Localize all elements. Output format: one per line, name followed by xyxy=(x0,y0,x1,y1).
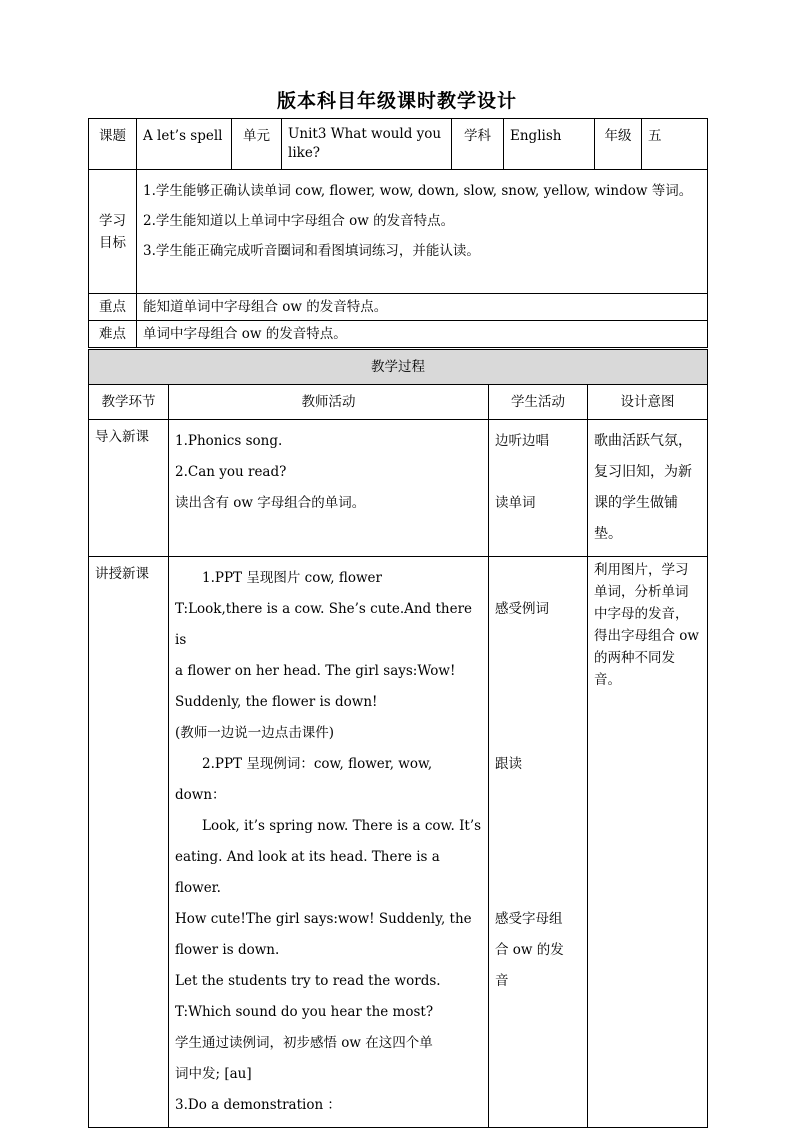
goal-item: 1.学生能够正确认读单词 cow, flower, wow, down, slow, snow, yellow, window 等词。 xyxy=(143,183,693,199)
table-row xyxy=(89,557,708,1128)
stage-cell: 讲授新课 xyxy=(89,557,169,1128)
course-value: English xyxy=(504,119,595,170)
difficulty-value: 单词中字母组合 ow 的发音特点。 xyxy=(137,321,708,348)
goals-content xyxy=(137,170,708,294)
goal-item: 2.学生能知道以上单词中字母组合 ow 的发音特点。 xyxy=(143,213,455,229)
purpose-cell: 利用图片，学习单词，分析单词中字母的发音，得出字母组合 ow 的两种不同发音。 xyxy=(588,557,708,1128)
process-table xyxy=(88,349,708,1128)
unit-label: 单元 xyxy=(232,119,282,170)
subject-label: 课题 xyxy=(89,119,137,170)
column-header: 教学环节 xyxy=(89,385,169,420)
column-header: 学生活动 xyxy=(489,385,588,420)
student-activity-cell: 边听边唱 读单词 xyxy=(489,420,588,557)
grade-label: 年级 xyxy=(595,119,642,170)
goals-label: 学习 目标 xyxy=(89,170,137,294)
course-label: 学科 xyxy=(452,119,504,170)
student-activity-cell: 感受例词 跟读 感受字母组 合 ow 的发 音 xyxy=(489,557,588,1128)
column-header: 设计意图 xyxy=(588,385,708,420)
stage-cell: 导入新课 xyxy=(89,420,169,557)
goal-item: 3.学生能正确完成听音圈词和看图填词练习，并能认读。 xyxy=(143,243,480,259)
purpose-cell: 歌曲活跃气氛，复习旧知，为新课的学生做铺垫。 xyxy=(588,420,708,557)
process-heading: 教学过程 xyxy=(89,350,708,385)
key-point-value: 能知道单词中字母组合 ow 的发音特点。 xyxy=(137,294,708,321)
key-point-label: 重点 xyxy=(89,294,137,321)
unit-value: Unit3 What would you like? xyxy=(282,119,452,170)
teacher-activity-cell: 1.PPT 呈现图片 cow, flower T:Look,there is a cow. She’s cute.And there is a flower on her head. The girl says:Wow! Suddenly, the flower is down! (教师一边说一边点击课件) 2.PPT 呈现例词：cow, flower, wow, down： Look, it’s spring now. There is a cow. It’s eating. And look at its head. There is a flower. How cute!The girl says:wow! Suddenly, the flower is down. Let the students try to read the words. T:Which sound do you hear the most? 学生通过读例词，初步感悟 ow 在这四个单 词中发; [au] 3.Do a demonstration ： xyxy=(169,557,489,1128)
info-table xyxy=(88,118,708,348)
subject-value: A let’s spell xyxy=(137,119,232,170)
difficulty-label: 难点 xyxy=(89,321,137,348)
teacher-activity-cell: 1.Phonics song. 2.Can you read? 读出含有 ow 字母组合的单词。 xyxy=(169,420,489,557)
table-row xyxy=(89,420,708,557)
column-header: 教师活动 xyxy=(169,385,489,420)
grade-value: 五 xyxy=(642,119,708,170)
page-title: 版本科目年级课时教学设计 xyxy=(276,90,517,112)
